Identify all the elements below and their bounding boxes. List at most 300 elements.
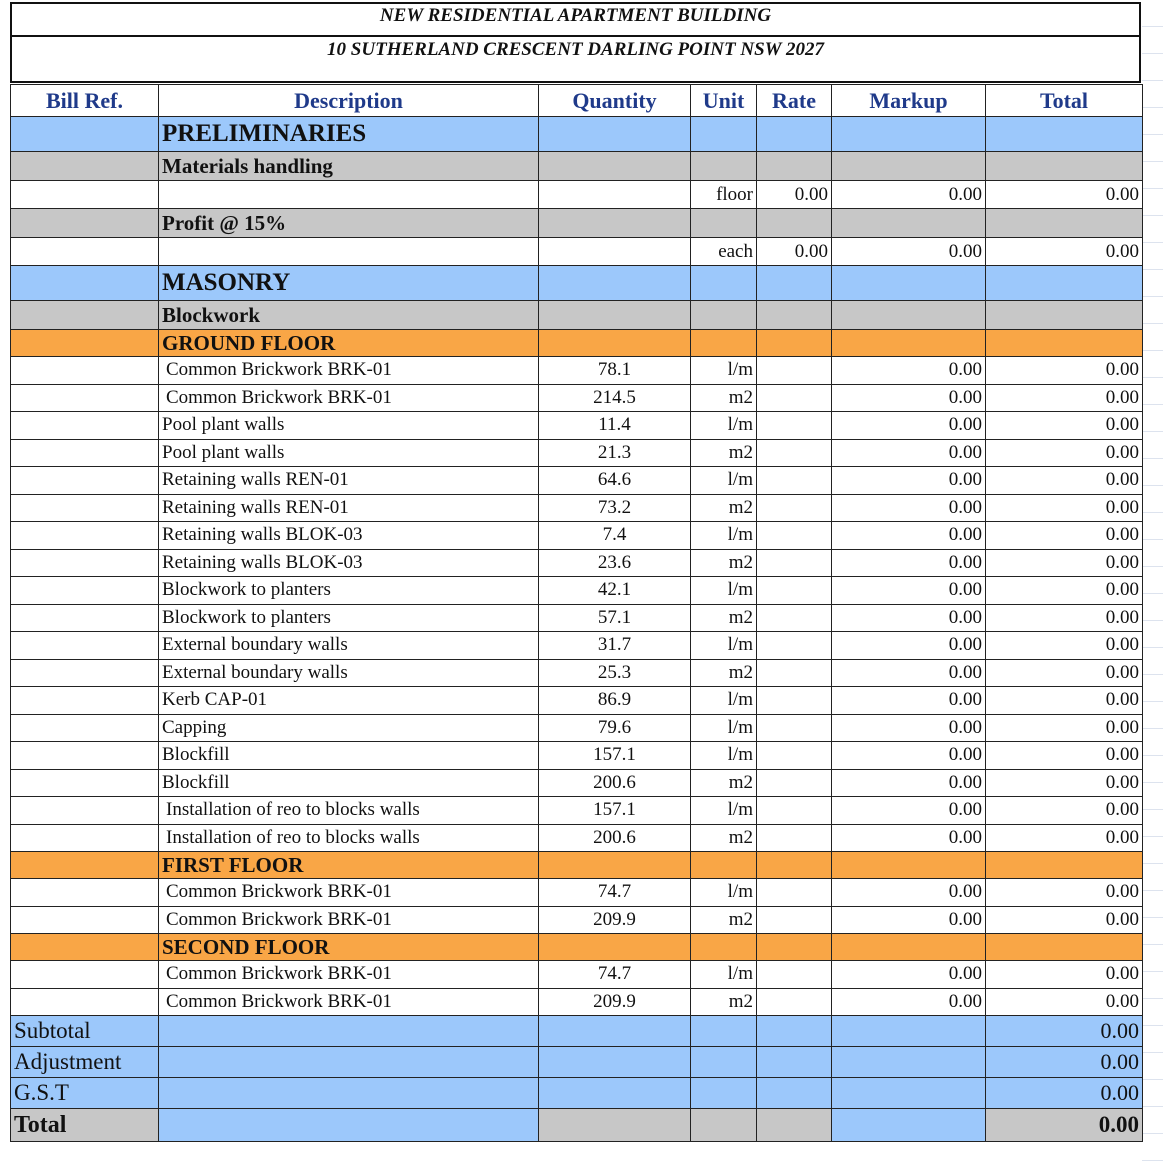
total-cell[interactable]: 0.00 (986, 879, 1143, 907)
summary-label: G.S.T (11, 1078, 159, 1109)
quantity-cell[interactable]: 79.6 (539, 714, 691, 742)
empty-cell[interactable] (986, 266, 1143, 301)
rate-cell[interactable] (757, 879, 832, 907)
description-cell[interactable]: Installation of reo to blocks walls (159, 797, 539, 825)
bill-ref-cell[interactable] (11, 797, 159, 825)
summary-row (11, 1047, 1143, 1078)
bill-ref-cell[interactable] (11, 152, 159, 181)
empty-cell[interactable] (832, 1109, 986, 1142)
empty-cell[interactable] (159, 1078, 539, 1109)
total-cell[interactable]: 0.00 (986, 769, 1143, 797)
quantity-cell[interactable]: 157.1 (539, 742, 691, 770)
markup-cell[interactable]: 0.00 (832, 632, 986, 660)
table-row (11, 494, 1143, 522)
empty-cell[interactable] (757, 1016, 832, 1047)
bill-of-quantities-table (10, 84, 1143, 1142)
table-row (11, 549, 1143, 577)
quantity-cell[interactable]: 73.2 (539, 494, 691, 522)
quantity-cell[interactable]: 74.7 (539, 879, 691, 907)
quantity-cell[interactable]: 200.6 (539, 769, 691, 797)
description-cell[interactable]: Common Brickwork BRK-01 (159, 384, 539, 412)
markup-cell[interactable]: 0.00 (832, 659, 986, 687)
empty-cell[interactable] (691, 1016, 757, 1047)
unit-cell[interactable]: m2 (691, 439, 757, 467)
empty-cell[interactable] (691, 209, 757, 238)
total-cell[interactable]: 0.00 (986, 549, 1143, 577)
floor-title[interactable]: SECOND FLOOR (159, 934, 539, 961)
rate-cell[interactable] (757, 494, 832, 522)
rate-cell[interactable] (757, 604, 832, 632)
empty-cell[interactable] (159, 1047, 539, 1078)
col-total: Total (986, 85, 1143, 117)
total-cell[interactable]: 0.00 (986, 494, 1143, 522)
empty-cell[interactable] (159, 1109, 539, 1142)
col-bill-ref: Bill Ref. (11, 85, 159, 117)
markup-cell[interactable]: 0.00 (832, 522, 986, 550)
total-cell[interactable]: 0.00 (986, 439, 1143, 467)
total-cell[interactable]: 0.00 (986, 824, 1143, 852)
col-rate: Rate (757, 85, 832, 117)
rate-cell[interactable] (757, 357, 832, 385)
table-row (11, 384, 1143, 412)
unit-cell[interactable]: m2 (691, 659, 757, 687)
empty-cell[interactable] (539, 301, 691, 330)
subsection-row (11, 301, 1143, 330)
empty-cell[interactable] (691, 1047, 757, 1078)
description-cell[interactable]: Capping (159, 714, 539, 742)
markup-cell[interactable]: 0.00 (832, 769, 986, 797)
empty-cell[interactable] (832, 1016, 986, 1047)
total-cell[interactable]: 0.00 (986, 906, 1143, 934)
empty-cell[interactable] (757, 934, 832, 961)
summary-label: Subtotal (11, 1016, 159, 1047)
section-row (11, 266, 1143, 301)
empty-cell[interactable] (832, 117, 986, 152)
markup-cell[interactable]: 0.00 (832, 714, 986, 742)
empty-cell[interactable] (691, 1078, 757, 1109)
quantity-cell[interactable]: 21.3 (539, 439, 691, 467)
rate-cell[interactable] (757, 467, 832, 495)
floor-row (11, 330, 1143, 357)
summary-value[interactable]: 0.00 (986, 1047, 1143, 1078)
bill-ref-cell[interactable] (11, 522, 159, 550)
table-body (11, 117, 1143, 1142)
subsection-row (11, 209, 1143, 238)
description-cell[interactable]: Retaining walls REN-01 (159, 467, 539, 495)
empty-cell[interactable] (757, 152, 832, 181)
unit-cell[interactable]: l/m (691, 961, 757, 989)
markup-cell[interactable]: 0.00 (832, 879, 986, 907)
empty-cell[interactable] (691, 330, 757, 357)
value-row (11, 238, 1143, 266)
unit-cell[interactable]: m2 (691, 769, 757, 797)
markup-cell[interactable]: 0.00 (832, 961, 986, 989)
description-cell[interactable]: Common Brickwork BRK-01 (159, 879, 539, 907)
floor-title[interactable]: FIRST FLOOR (159, 852, 539, 879)
bill-ref-cell[interactable] (11, 824, 159, 852)
empty-cell[interactable] (539, 1016, 691, 1047)
rate-cell[interactable] (757, 687, 832, 715)
table-row (11, 687, 1143, 715)
description-cell[interactable]: Kerb CAP-01 (159, 687, 539, 715)
description-cell[interactable]: Retaining walls BLOK-03 (159, 549, 539, 577)
unit-cell[interactable]: m2 (691, 604, 757, 632)
total-cell[interactable]: 0.00 (986, 961, 1143, 989)
total-cell[interactable]: 0.00 (986, 238, 1143, 266)
table-row (11, 742, 1143, 770)
markup-cell[interactable]: 0.00 (832, 549, 986, 577)
empty-cell[interactable] (832, 209, 986, 238)
bill-ref-cell[interactable] (11, 687, 159, 715)
unit-cell[interactable]: m2 (691, 824, 757, 852)
unit-cell[interactable]: m2 (691, 988, 757, 1016)
empty-cell[interactable] (539, 852, 691, 879)
quantity-cell[interactable]: 209.9 (539, 988, 691, 1016)
table-row (11, 357, 1143, 385)
project-title: NEW RESIDENTIAL APARTMENT BUILDING (12, 4, 1139, 37)
markup-cell[interactable]: 0.00 (832, 687, 986, 715)
bill-ref-cell[interactable] (11, 549, 159, 577)
quantity-cell[interactable]: 25.3 (539, 659, 691, 687)
markup-cell[interactable]: 0.00 (832, 494, 986, 522)
total-cell[interactable]: 0.00 (986, 632, 1143, 660)
markup-cell[interactable]: 0.00 (832, 577, 986, 605)
description-cell[interactable]: Common Brickwork BRK-01 (159, 357, 539, 385)
quantity-cell[interactable]: 209.9 (539, 906, 691, 934)
quantity-cell[interactable] (539, 181, 691, 209)
description-cell[interactable]: Retaining walls BLOK-03 (159, 522, 539, 550)
empty-cell[interactable] (539, 209, 691, 238)
markup-cell[interactable]: 0.00 (832, 604, 986, 632)
quantity-cell[interactable]: 42.1 (539, 577, 691, 605)
summary-label: Adjustment (11, 1047, 159, 1078)
bill-ref-cell[interactable] (11, 632, 159, 660)
empty-cell[interactable] (539, 1078, 691, 1109)
bill-ref-cell[interactable] (11, 357, 159, 385)
rate-cell[interactable] (757, 988, 832, 1016)
summary-row (11, 1078, 1143, 1109)
table-row (11, 879, 1143, 907)
empty-cell[interactable] (757, 1109, 832, 1142)
total-cell[interactable]: 0.00 (986, 742, 1143, 770)
table-row (11, 988, 1143, 1016)
description-cell[interactable] (159, 181, 539, 209)
total-cell[interactable]: 0.00 (986, 181, 1143, 209)
bill-ref-cell[interactable] (11, 879, 159, 907)
empty-cell[interactable] (757, 330, 832, 357)
empty-cell[interactable] (691, 934, 757, 961)
rate-cell[interactable] (757, 412, 832, 440)
total-cell[interactable]: 0.00 (986, 412, 1143, 440)
empty-cell[interactable] (757, 266, 832, 301)
document-header (10, 2, 1141, 83)
col-quantity: Quantity (539, 85, 691, 117)
description-cell[interactable]: Blockwork to planters (159, 604, 539, 632)
bill-ref-cell[interactable] (11, 330, 159, 357)
table-row (11, 522, 1143, 550)
rate-cell[interactable] (757, 769, 832, 797)
rate-cell[interactable]: 0.00 (757, 238, 832, 266)
bill-ref-cell[interactable] (11, 439, 159, 467)
empty-cell[interactable] (539, 934, 691, 961)
empty-cell[interactable] (986, 301, 1143, 330)
total-cell[interactable]: 0.00 (986, 357, 1143, 385)
quantity-cell[interactable]: 74.7 (539, 961, 691, 989)
table-row (11, 604, 1143, 632)
unit-cell[interactable]: m2 (691, 494, 757, 522)
empty-cell[interactable] (832, 301, 986, 330)
grand-total-label: Total (11, 1109, 159, 1142)
description-cell[interactable]: External boundary walls (159, 632, 539, 660)
total-cell[interactable]: 0.00 (986, 797, 1143, 825)
bill-ref-cell[interactable] (11, 494, 159, 522)
unit-cell[interactable]: l/m (691, 714, 757, 742)
markup-cell[interactable]: 0.00 (832, 181, 986, 209)
markup-cell[interactable]: 0.00 (832, 742, 986, 770)
bill-ref-cell[interactable] (11, 117, 159, 152)
rate-cell[interactable] (757, 714, 832, 742)
total-cell[interactable]: 0.00 (986, 467, 1143, 495)
unit-cell[interactable]: l/m (691, 357, 757, 385)
unit-cell[interactable]: l/m (691, 467, 757, 495)
bill-ref-cell[interactable] (11, 961, 159, 989)
summary-value[interactable]: 0.00 (986, 1078, 1143, 1109)
empty-cell[interactable] (757, 1078, 832, 1109)
bill-ref-cell[interactable] (11, 238, 159, 266)
empty-cell[interactable] (986, 934, 1143, 961)
description-cell[interactable]: Pool plant walls (159, 412, 539, 440)
bill-ref-cell[interactable] (11, 659, 159, 687)
description-cell[interactable]: Blockfill (159, 742, 539, 770)
col-markup: Markup (832, 85, 986, 117)
empty-cell[interactable] (691, 301, 757, 330)
bill-ref-cell[interactable] (11, 412, 159, 440)
quantity-cell[interactable]: 64.6 (539, 467, 691, 495)
bill-ref-cell[interactable] (11, 988, 159, 1016)
quantity-cell[interactable]: 23.6 (539, 549, 691, 577)
markup-cell[interactable]: 0.00 (832, 824, 986, 852)
description-cell[interactable]: External boundary walls (159, 659, 539, 687)
total-cell[interactable]: 0.00 (986, 714, 1143, 742)
quantity-cell[interactable]: 7.4 (539, 522, 691, 550)
empty-cell[interactable] (539, 330, 691, 357)
bill-ref-cell[interactable] (11, 266, 159, 301)
bill-ref-cell[interactable] (11, 604, 159, 632)
empty-cell[interactable] (691, 152, 757, 181)
unit-cell[interactable]: floor (691, 181, 757, 209)
markup-cell[interactable]: 0.00 (832, 384, 986, 412)
total-cell[interactable]: 0.00 (986, 687, 1143, 715)
quantity-cell[interactable]: 86.9 (539, 687, 691, 715)
empty-cell[interactable] (539, 1047, 691, 1078)
unit-cell[interactable]: l/m (691, 879, 757, 907)
bill-ref-cell[interactable] (11, 209, 159, 238)
table-row (11, 577, 1143, 605)
markup-cell[interactable]: 0.00 (832, 439, 986, 467)
description-cell[interactable] (159, 238, 539, 266)
empty-cell[interactable] (691, 117, 757, 152)
description-cell[interactable]: Common Brickwork BRK-01 (159, 906, 539, 934)
empty-cell[interactable] (832, 852, 986, 879)
empty-cell[interactable] (757, 117, 832, 152)
rate-cell[interactable] (757, 549, 832, 577)
empty-cell[interactable] (832, 266, 986, 301)
markup-cell[interactable]: 0.00 (832, 412, 986, 440)
empty-cell[interactable] (159, 1016, 539, 1047)
table-row (11, 714, 1143, 742)
table-row (11, 412, 1143, 440)
description-cell[interactable]: Common Brickwork BRK-01 (159, 961, 539, 989)
rate-cell[interactable] (757, 522, 832, 550)
quantity-cell[interactable]: 214.5 (539, 384, 691, 412)
unit-cell[interactable]: m2 (691, 549, 757, 577)
empty-cell[interactable] (691, 1109, 757, 1142)
subsection-title[interactable]: Materials handling (159, 152, 539, 181)
bill-ref-cell[interactable] (11, 769, 159, 797)
empty-cell[interactable] (691, 266, 757, 301)
quantity-cell[interactable]: 157.1 (539, 797, 691, 825)
col-description: Description (159, 85, 539, 117)
bill-ref-cell[interactable] (11, 467, 159, 495)
quantity-cell[interactable]: 78.1 (539, 357, 691, 385)
rate-cell[interactable] (757, 439, 832, 467)
bill-ref-cell[interactable] (11, 934, 159, 961)
markup-cell[interactable]: 0.00 (832, 988, 986, 1016)
total-cell[interactable]: 0.00 (986, 604, 1143, 632)
empty-cell[interactable] (757, 209, 832, 238)
description-cell[interactable]: Blockwork to planters (159, 577, 539, 605)
table-row (11, 632, 1143, 660)
rate-cell[interactable] (757, 797, 832, 825)
empty-cell[interactable] (986, 117, 1143, 152)
bill-ref-cell[interactable] (11, 906, 159, 934)
description-cell[interactable]: Retaining walls REN-01 (159, 494, 539, 522)
table-row (11, 797, 1143, 825)
empty-cell[interactable] (832, 330, 986, 357)
unit-cell[interactable]: l/m (691, 412, 757, 440)
quantity-cell[interactable] (539, 238, 691, 266)
project-address: 10 SUTHERLAND CRESCENT DARLING POINT NSW 2027 (327, 39, 824, 60)
rate-cell[interactable] (757, 824, 832, 852)
unit-cell[interactable]: l/m (691, 577, 757, 605)
empty-cell[interactable] (539, 152, 691, 181)
rate-cell[interactable] (757, 906, 832, 934)
markup-cell[interactable]: 0.00 (832, 357, 986, 385)
empty-cell[interactable] (757, 301, 832, 330)
rate-cell[interactable] (757, 384, 832, 412)
quantity-cell[interactable]: 11.4 (539, 412, 691, 440)
empty-cell[interactable] (986, 330, 1143, 357)
table-row (11, 906, 1143, 934)
subsection-title[interactable]: Profit @ 15% (159, 209, 539, 238)
empty-cell[interactable] (986, 209, 1143, 238)
rate-cell[interactable] (757, 577, 832, 605)
description-cell[interactable]: Installation of reo to blocks walls (159, 824, 539, 852)
bill-ref-cell[interactable] (11, 301, 159, 330)
markup-cell[interactable]: 0.00 (832, 797, 986, 825)
empty-cell[interactable] (539, 117, 691, 152)
empty-cell[interactable] (986, 152, 1143, 181)
subsection-row (11, 152, 1143, 181)
bill-ref-cell[interactable] (11, 577, 159, 605)
bill-ref-cell[interactable] (11, 852, 159, 879)
summary-value[interactable]: 0.00 (986, 1016, 1143, 1047)
empty-cell[interactable] (757, 852, 832, 879)
markup-cell[interactable]: 0.00 (832, 906, 986, 934)
subsection-title[interactable]: Blockwork (159, 301, 539, 330)
total-cell[interactable]: 0.00 (986, 988, 1143, 1016)
rate-cell[interactable]: 0.00 (757, 181, 832, 209)
bill-ref-cell[interactable] (11, 384, 159, 412)
unit-cell[interactable]: l/m (691, 797, 757, 825)
quantity-cell[interactable]: 57.1 (539, 604, 691, 632)
rate-cell[interactable] (757, 742, 832, 770)
spreadsheet-gridlines (1142, 0, 1163, 1163)
empty-cell[interactable] (757, 1047, 832, 1078)
table-row (11, 769, 1143, 797)
description-cell[interactable]: Common Brickwork BRK-01 (159, 988, 539, 1016)
total-cell[interactable]: 0.00 (986, 522, 1143, 550)
quantity-cell[interactable]: 31.7 (539, 632, 691, 660)
markup-cell[interactable]: 0.00 (832, 467, 986, 495)
rate-cell[interactable] (757, 659, 832, 687)
col-unit: Unit (691, 85, 757, 117)
unit-cell[interactable]: l/m (691, 632, 757, 660)
total-cell[interactable]: 0.00 (986, 577, 1143, 605)
section-title[interactable]: PRELIMINARIES (159, 117, 539, 152)
unit-cell[interactable]: m2 (691, 906, 757, 934)
table-row (11, 824, 1143, 852)
quantity-cell[interactable]: 200.6 (539, 824, 691, 852)
column-header-row (11, 85, 1143, 117)
table-row (11, 439, 1143, 467)
table-row (11, 961, 1143, 989)
empty-cell[interactable] (691, 852, 757, 879)
bill-ref-cell[interactable] (11, 181, 159, 209)
empty-cell[interactable] (832, 1078, 986, 1109)
markup-cell[interactable]: 0.00 (832, 238, 986, 266)
empty-cell[interactable] (832, 1047, 986, 1078)
empty-cell[interactable] (539, 266, 691, 301)
total-cell[interactable]: 0.00 (986, 659, 1143, 687)
description-cell[interactable]: Pool plant walls (159, 439, 539, 467)
rate-cell[interactable] (757, 961, 832, 989)
description-cell[interactable]: Blockfill (159, 769, 539, 797)
value-row (11, 181, 1143, 209)
total-cell[interactable]: 0.00 (986, 384, 1143, 412)
unit-cell[interactable]: each (691, 238, 757, 266)
empty-cell[interactable] (986, 852, 1143, 879)
grand-total-value[interactable]: 0.00 (986, 1109, 1143, 1142)
unit-cell[interactable]: l/m (691, 522, 757, 550)
section-row (11, 117, 1143, 152)
floor-row (11, 852, 1143, 879)
unit-cell[interactable]: l/m (691, 742, 757, 770)
empty-cell[interactable] (832, 152, 986, 181)
table-row (11, 659, 1143, 687)
unit-cell[interactable]: l/m (691, 687, 757, 715)
table-row (11, 467, 1143, 495)
bill-ref-cell[interactable] (11, 742, 159, 770)
floor-title[interactable]: GROUND FLOOR (159, 330, 539, 357)
empty-cell[interactable] (539, 1109, 691, 1142)
empty-cell[interactable] (832, 934, 986, 961)
summary-row (11, 1016, 1143, 1047)
rate-cell[interactable] (757, 632, 832, 660)
section-title[interactable]: MASONRY (159, 266, 539, 301)
bill-ref-cell[interactable] (11, 714, 159, 742)
unit-cell[interactable]: m2 (691, 384, 757, 412)
